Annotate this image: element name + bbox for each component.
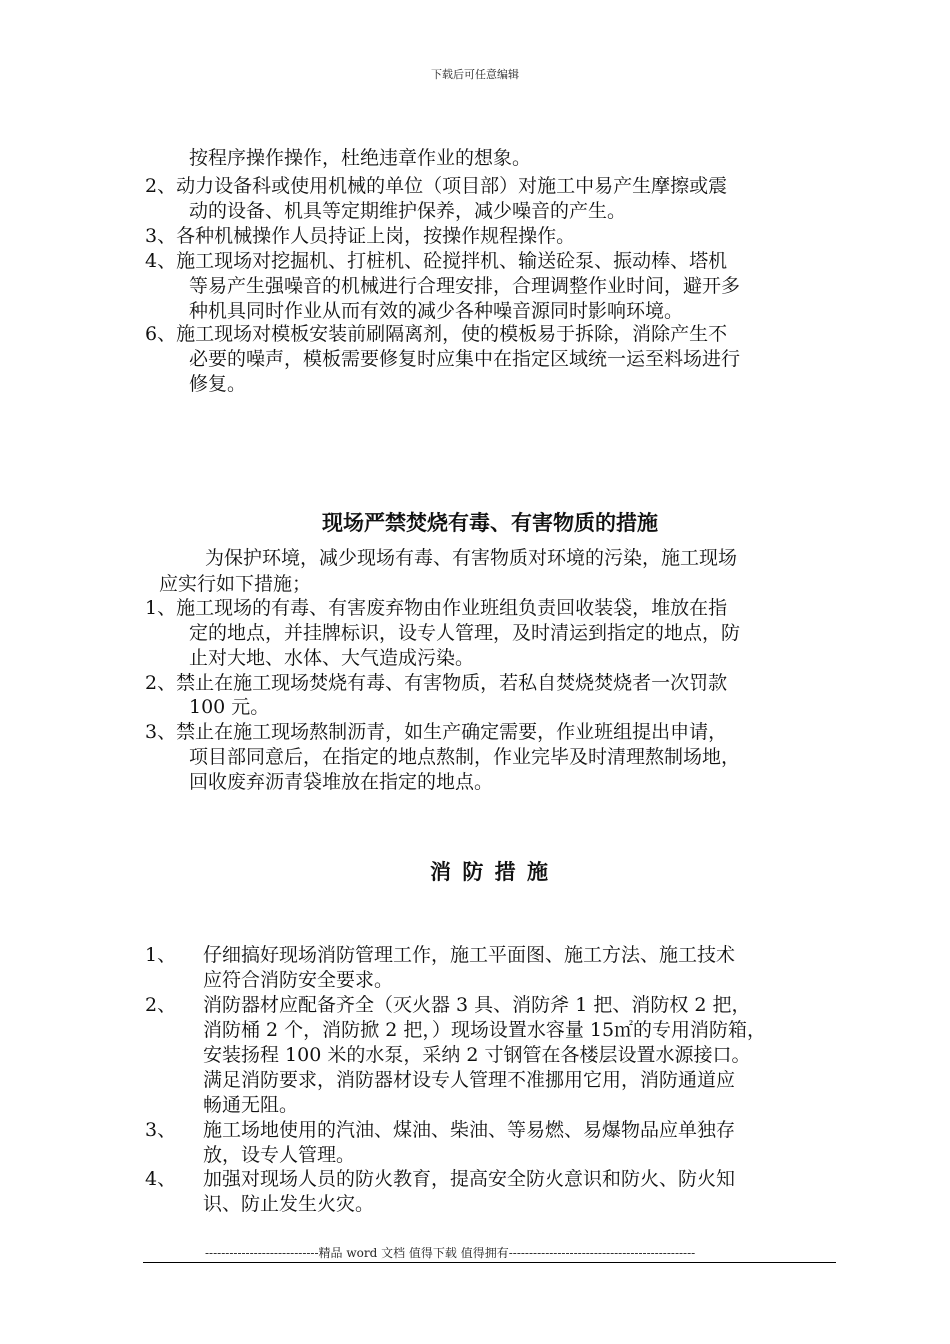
list-item-1: 仔细搞好现场消防管理工作，施工平面图、施工方法、施工技术: [203, 944, 736, 966]
list-item-3-cont: 回收废弃沥青袋堆放在指定的地点。: [189, 771, 494, 793]
list-number: 4、: [145, 1168, 177, 1190]
section-title: 消 防 措 施: [430, 860, 550, 884]
list-item-3-cont: 项目部同意后，在指定的地点熬制，作业完毕及时清理熬制场地，: [189, 746, 741, 768]
list-number: 1、: [145, 944, 177, 966]
list-item-2: 2、动力设备科或使用机械的单位（项目部）对施工中易产生摩擦或震: [145, 175, 728, 197]
intro-paragraph: 为保护环境，减少现场有毒、有害物质对环境的污染，施工现场: [205, 547, 738, 569]
list-item-4: 4、施工现场对挖掘机、打桩机、砼搅拌机、输送砼泵、振动棒、塔机: [145, 250, 728, 272]
list-item-3-cont: 放，设专人管理。: [203, 1144, 356, 1166]
intro-paragraph-cont: 应实行如下措施；: [159, 573, 312, 595]
list-item-2: 2、禁止在施工现场焚烧有毒、有害物质，若私自焚烧焚烧者一次罚款: [145, 672, 728, 694]
list-item-2-cont: 安装扬程 100 米的水泵，采纳 2 寸钢管在各楼层设置水源接口。: [203, 1044, 751, 1066]
list-item-2-cont: 消防桶 2 个，消防掀 2 把，）现场设置水容量 15㎡的专用消防箱，: [203, 1019, 767, 1041]
list-item-2-cont: 100 元。: [189, 696, 270, 718]
list-item-2-cont: 畅通无阻。: [203, 1094, 299, 1116]
list-item-6-cont: 必要的噪声，模板需要修复时应集中在指定区域统一运至料场进行: [189, 348, 741, 370]
list-item-3: 3、各种机械操作人员持证上岗，按操作规程操作。: [145, 225, 576, 247]
section-title: 现场严禁焚烧有毒、有害物质的措施: [322, 511, 658, 535]
page-footer: ----------------------------精品 word 文档 值得下载 值得拥有----------------------------------------------: [205, 1246, 696, 1260]
list-item-4: 加强对现场人员的防火教育，提高安全防火意识和防火、防火知: [203, 1168, 736, 1190]
list-item-3: 施工场地使用的汽油、煤油、柴油、等易燃、易爆物品应单独存: [203, 1119, 736, 1141]
list-item-1-cont: 定的地点，并挂牌标识，设专人管理，及时清运到指定的地点，防: [189, 622, 741, 644]
list-item-2: 消防器材应配备齐全（灭火器 3 具、消防斧 1 把、消防权 2 把，: [203, 994, 751, 1016]
list-item-1-cont: 应符合消防安全要求。: [203, 969, 394, 991]
list-item-1: 1、施工现场的有毒、有害废弃物由作业班组负责回收装袋，堆放在指: [145, 597, 728, 619]
list-item-6-cont: 修复。: [189, 373, 247, 395]
list-item-4-cont: 种机具同时作业从而有效的减少各种噪音源同时影响环境。: [189, 300, 684, 322]
list-item-4-cont: 识、防止发生火灾。: [203, 1193, 375, 1215]
list-item-1-cont: 止对大地、水体、大气造成污染。: [189, 647, 475, 669]
list-item-2-cont: 动的设备、机具等定期维护保养，减少噪音的产生。: [189, 200, 627, 222]
footer-rule: [143, 1262, 836, 1263]
list-item-6: 6、施工现场对模板安装前刷隔离剂，使的模板易于拆除，消除产生不: [145, 323, 728, 345]
list-number: 2、: [145, 994, 177, 1016]
list-number: 3、: [145, 1119, 177, 1141]
list-item-continuation: 按程序操作操作，杜绝违章作业的想象。: [189, 147, 532, 169]
list-item-4-cont: 等易产生强噪音的机械进行合理安排，合理调整作业时间，避开多: [189, 275, 741, 297]
page-header: 下载后可任意编辑: [431, 68, 519, 81]
list-item-2-cont: 满足消防要求，消防器材设专人管理不准挪用它用，消防通道应: [203, 1069, 736, 1091]
list-item-3: 3、禁止在施工现场熬制沥青，如生产确定需要，作业班组提出申请，: [145, 721, 728, 743]
